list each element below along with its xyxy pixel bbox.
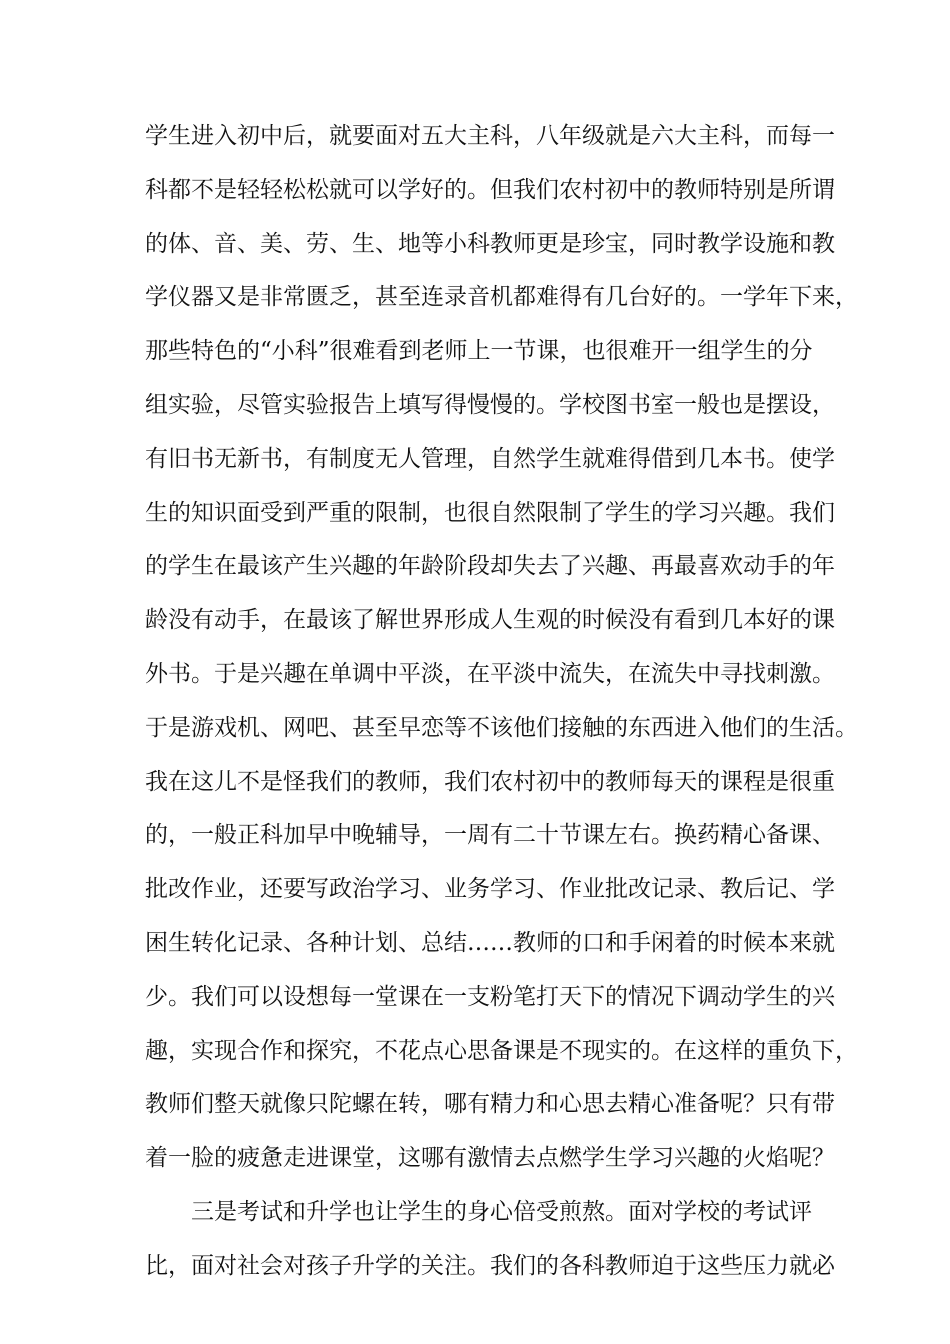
text-line: 那些特色的“小科”很难看到老师上一节课，也很难开一组学生的分	[145, 338, 813, 365]
text-line: 外书。于是兴趣在单调中平淡，在平淡中流失，在流失中寻找刺激。	[145, 660, 835, 687]
text-line: 生的知识面受到严重的限制，也很自然限制了学生的学习兴趣。我们	[145, 499, 835, 526]
text-line: 组实验，尽管实验报告上填写得慢慢的。学校图书室一般也是摆设，	[145, 391, 835, 418]
text-line: 有旧书无新书，有制度无人管理，自然学生就难得借到几本书。使学	[145, 445, 835, 472]
body-text	[145, 110, 858, 1294]
text-line: 我在这儿不是怪我们的教师，我们农村初中的教师每天的课程是很重	[145, 768, 835, 795]
text-line: 科都不是轻轻松松就可以学好的。但我们农村初中的教师特别是所谓	[145, 176, 835, 203]
text-line: 着一脸的疲惫走进课堂，这哪有激情去点燃学生学习兴趣的火焰呢？	[145, 1145, 835, 1172]
text-line: 批改作业，还要写政治学习、业务学习、作业批改记录、教后记、学	[145, 876, 835, 903]
text-line: 教师们整天就像只陀螺在转，哪有精力和心思去精心准备呢？只有带	[145, 1091, 835, 1118]
text-line: 少。我们可以设想每一堂课在一支粉笔打天下的情况下调动学生的兴	[145, 983, 835, 1010]
text-line: 趣，实现合作和探究，不花点心思备课是不现实的。在这样的重负下，	[145, 1037, 858, 1064]
text-line: 的，一般正科加早中晚辅导，一周有二十节课左右。换药精心备课、	[145, 822, 835, 849]
text-line: 的体、音、美、劳、生、地等小科教师更是珍宝，同时教学设施和教	[145, 230, 835, 257]
text-line: 学仪器又是非常匮乏，甚至连录音机都难得有几台好的。一学年下来，	[145, 284, 858, 311]
text-line: 的学生在最该产生兴趣的年龄阶段却失去了兴趣、再最喜欢动手的年	[145, 553, 835, 580]
text-line: 于是游戏机、网吧、甚至早恋等不该他们接触的东西进入他们的生活。	[145, 714, 858, 741]
text-line: 学生进入初中后，就要面对五大主科，八年级就是六大主科，而每一	[145, 123, 835, 149]
text-line: 困生转化记录、各种计划、总结……教师的口和手闲着的时候本来就	[145, 929, 835, 956]
paragraph-first-line: 三是考试和升学也让学生的身心倍受煎熬。面对学校的考试评	[191, 1198, 812, 1225]
text-line: 比，面对社会对孩子升学的关注。我们的各科教师迫于这些压力就必	[145, 1252, 835, 1279]
text-line: 龄没有动手，在最该了解世界形成人生观的时候没有看到几本好的课	[145, 607, 835, 634]
